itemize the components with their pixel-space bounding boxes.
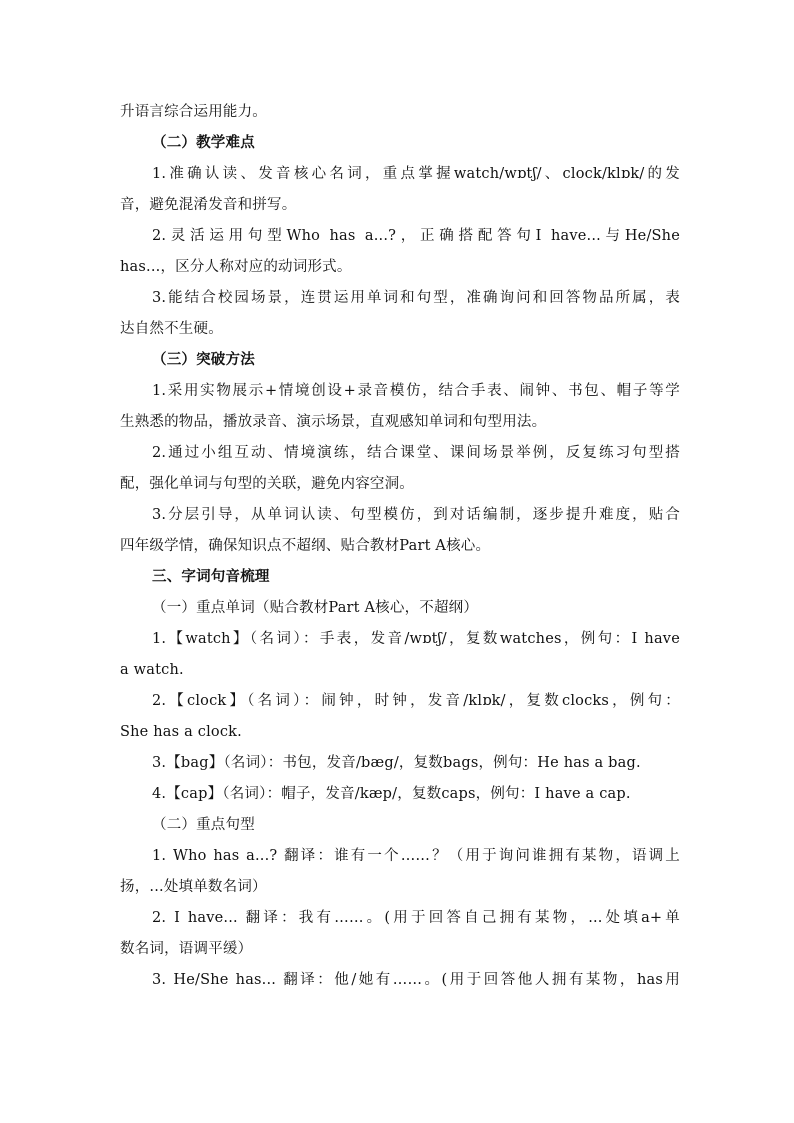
- paragraph-line: 1.【watch】（名词）：手表，发音/wɒtʃ/，复数watches，例句：I have: [152, 631, 680, 647]
- subsection-heading: （二）重点句型: [152, 817, 255, 833]
- paragraph-line: 1. Who has a...? 翻译：谁有一个……？（用于询问谁拥有某物，语调上: [152, 848, 680, 864]
- paragraph-line: 升语言综合运用能力。: [120, 104, 267, 120]
- paragraph-line: 2.灵活运用句型Who has a...?，正确搭配答句I have...与He/She: [152, 228, 680, 244]
- subsection-heading: （一）重点单词（贴合教材Part A核心，不超纲）: [152, 600, 479, 616]
- paragraph-line: 1.采用实物展示+情境创设+录音模仿，结合手表、闹钟、书包、帽子等学: [152, 383, 680, 399]
- paragraph-line: 2. I have... 翻译：我有……。(用于回答自己拥有某物，...处填a+单: [152, 910, 680, 926]
- paragraph-line: 4.【cap】（名词）：帽子，发音/kæp/，复数caps，例句：I have a cap.: [152, 786, 631, 802]
- paragraph-line: 1.准确认读、发音核心名词，重点掌握watch/wɒtʃ/、clock/klɒk/的发: [152, 166, 680, 182]
- paragraph-line: 3. He/She has... 翻译：他/她有……。(用于回答他人拥有某物，has用: [152, 972, 680, 988]
- paragraph-line: 达自然不生硬。: [120, 321, 223, 337]
- paragraph-line: 数名词，语调平缓）: [120, 941, 253, 957]
- paragraph-line: 3.能结合校园场景，连贯运用单词和句型，准确询问和回答物品所属，表: [152, 290, 680, 306]
- paragraph-line: 3.分层引导，从单词认读、句型模仿，到对话编制，逐步提升难度，贴合: [152, 507, 680, 523]
- paragraph-line: 四年级学情，确保知识点不超纲、贴合教材Part A核心。: [120, 538, 491, 554]
- section-heading: 三、字词句音梳理: [152, 569, 270, 585]
- paragraph-line: 2.通过小组互动、情境演练，结合课堂、课间场景举例，反复练习句型搭: [152, 445, 680, 461]
- section-heading: （二）教学难点: [152, 135, 255, 151]
- paragraph-line: 配，强化单词与句型的关联，避免内容空洞。: [120, 476, 414, 492]
- paragraph-line: 扬，...处填单数名词）: [120, 879, 267, 895]
- paragraph-line: 音，避免混淆发音和拼写。: [120, 197, 297, 213]
- paragraph-line: 2.【clock】（名词）：闹钟，时钟，发音/klɒk/，复数clocks，例句：: [152, 693, 680, 709]
- paragraph-line: 生熟悉的物品，播放录音、演示场景，直观感知单词和句型用法。: [120, 414, 547, 430]
- paragraph-line: a watch.: [120, 662, 184, 678]
- paragraph-line: has...，区分人称对应的动词形式。: [120, 259, 352, 275]
- section-heading: （三）突破方法: [152, 352, 255, 368]
- paragraph-line: 3.【bag】（名词）：书包，发音/bæg/，复数bags，例句：He has a bag.: [152, 755, 641, 771]
- paragraph-line: She has a clock.: [120, 724, 242, 740]
